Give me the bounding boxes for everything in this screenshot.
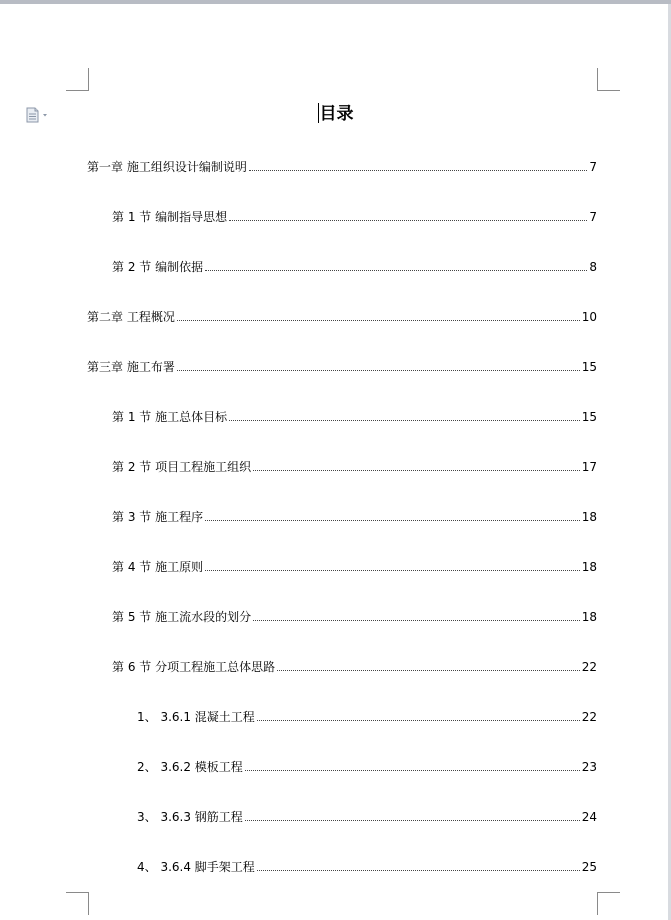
toc-entry-label: 第一章 施工组织设计编制说明: [87, 160, 247, 174]
toc-entry-label: 第三章 施工布署: [87, 360, 175, 374]
toc-entry-page-number: 22: [581, 710, 597, 724]
toc-dot-leader: [249, 170, 588, 171]
toc-entry[interactable]: [112, 506, 597, 524]
toc-dot-leader: [245, 770, 580, 771]
page-title: [0, 100, 671, 128]
toc-entry[interactable]: [137, 756, 597, 774]
toc-entry-page-number: 7: [589, 210, 597, 224]
toc-entry-page-number: 23: [581, 760, 597, 774]
toc-entry[interactable]: [87, 306, 597, 324]
toc-entry[interactable]: [112, 456, 597, 474]
toc-entry-label: 第 5 节 施工流水段的划分: [112, 610, 252, 624]
toc-dot-leader: [205, 270, 587, 271]
toc-entry-page-number: 18: [581, 610, 597, 624]
window-top-border: [0, 0, 671, 4]
toc-dot-leader: [229, 420, 580, 421]
toc-entry-label: 第 1 节 编制指导思想: [112, 210, 228, 224]
margin-corner-bottom-left: [66, 892, 89, 915]
toc-entry-page-number: 18: [581, 560, 597, 574]
toc-entry-label: 2、 3.6.2 模板工程: [137, 760, 243, 774]
toc-dot-leader: [277, 670, 580, 671]
toc-entry-label: 第 3 节 施工程序: [112, 510, 204, 524]
margin-corner-bottom-right: [597, 892, 620, 915]
toc-entry[interactable]: [112, 206, 597, 224]
toc-entry-page-number: 22: [581, 660, 597, 674]
toc-entry[interactable]: [137, 806, 597, 824]
toc-entry-page-number: 25: [581, 860, 597, 874]
toc-entry[interactable]: [112, 556, 597, 574]
page-title-text: 目录: [319, 104, 354, 124]
toc-entry-page-number: 10: [581, 310, 597, 324]
toc-entry-page-number: 8: [589, 260, 597, 274]
toc-dot-leader: [229, 220, 587, 221]
text-cursor: [318, 103, 319, 123]
toc-entry-page-number: 24: [581, 810, 597, 824]
toc-entry[interactable]: [112, 256, 597, 274]
toc-entry-label: 第二章 工程概况: [87, 310, 175, 324]
margin-corner-top-right: [597, 68, 620, 91]
toc-entry-label: 第 2 节 项目工程施工组织: [112, 460, 252, 474]
toc-entry[interactable]: [112, 406, 597, 424]
toc-dot-leader: [253, 470, 580, 471]
toc-entry-page-number: 15: [581, 410, 597, 424]
toc-dot-leader: [177, 320, 580, 321]
toc-dot-leader: [257, 720, 580, 721]
toc-dot-leader: [205, 520, 580, 521]
toc-entry[interactable]: [112, 656, 597, 674]
toc-entry-page-number: 18: [581, 510, 597, 524]
toc-dot-leader: [257, 870, 580, 871]
toc-entry-label: 第 2 节 编制依据: [112, 260, 204, 274]
toc-entry-label: 第 4 节 施工原则: [112, 560, 204, 574]
toc-dot-leader: [253, 620, 580, 621]
toc-entry-label: 第 6 节 分项工程施工总体思路: [112, 660, 276, 674]
toc-dot-leader: [205, 570, 580, 571]
toc-entry-label: 1、 3.6.1 混凝土工程: [137, 710, 255, 724]
toc-entry-label: 第 1 节 施工总体目标: [112, 410, 228, 424]
toc-entry[interactable]: [137, 856, 597, 874]
margin-corner-top-left: [66, 68, 89, 91]
toc-entry-label: 3、 3.6.3 钢筋工程: [137, 810, 243, 824]
toc-entry[interactable]: [87, 356, 597, 374]
toc-entry-label: 4、 3.6.4 脚手架工程: [137, 860, 255, 874]
toc-entry[interactable]: [112, 606, 597, 624]
toc-entry-page-number: 17: [581, 460, 597, 474]
toc-entry-page-number: 15: [581, 360, 597, 374]
toc-entry[interactable]: [87, 156, 597, 174]
toc-dot-leader: [245, 820, 580, 821]
toc-entry[interactable]: [137, 706, 597, 724]
toc-dot-leader: [177, 370, 580, 371]
toc-entry-page-number: 7: [589, 160, 597, 174]
